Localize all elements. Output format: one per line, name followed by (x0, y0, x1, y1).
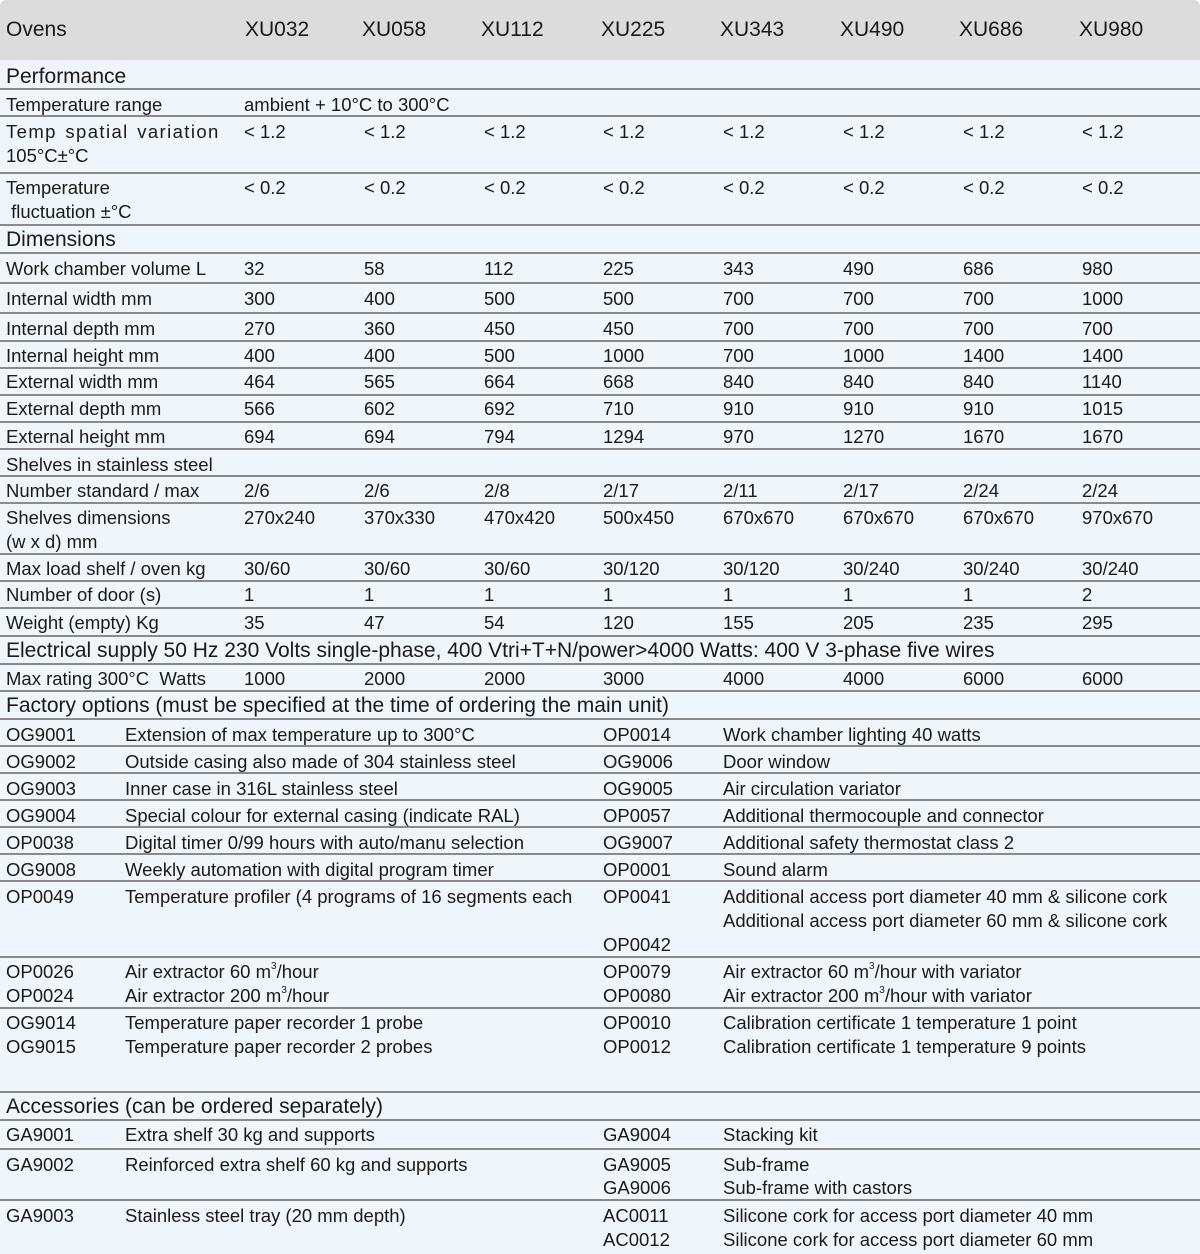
row-value: 1 (603, 584, 614, 605)
row-value: 2/24 (963, 480, 1000, 501)
row-value: 3000 (603, 668, 645, 689)
row-value: 566 (244, 398, 275, 419)
row-value: 694 (364, 426, 395, 447)
row-value: 1400 (963, 345, 1005, 366)
row-value: 1 (963, 584, 974, 605)
row-value: 155 (723, 612, 754, 633)
option-row (0, 747, 1200, 774)
row-value: 112 (484, 258, 514, 279)
row-value: 700 (843, 318, 874, 339)
option-description: Air circulation variator (723, 778, 901, 799)
row-value: 970x670 (1082, 507, 1153, 528)
row-value: 295 (1082, 612, 1113, 633)
row-label: External depth mm (6, 398, 162, 419)
option-description: Additional safety thermostat class 2 (723, 832, 1015, 853)
table-row (0, 665, 1200, 692)
row-value: 4000 (843, 668, 885, 689)
option-row (0, 958, 1200, 1009)
row-value: 794 (484, 426, 515, 447)
option-code: OP0049 (6, 886, 74, 907)
row-value: 1 (723, 584, 734, 605)
option-description: Sound alarm (723, 859, 828, 880)
section-row (0, 1093, 1200, 1121)
row-value: 840 (963, 371, 994, 392)
row-value: 910 (723, 398, 754, 419)
row-value: 2 (1082, 584, 1093, 605)
row-label: Work chamber volume L (6, 258, 207, 279)
option-description: Weekly automation with digital program timer (125, 859, 494, 880)
row-value: 1000 (1082, 288, 1124, 309)
row-value: 700 (963, 318, 994, 339)
option-description: Door window (723, 751, 830, 772)
option-code: OP0038 (6, 832, 74, 853)
option-code: OP0026 (6, 961, 74, 982)
option-row (0, 720, 1200, 747)
section-title-electrical: Electrical supply 50 Hz 230 Volts single-phase, 400 Vtri+T+N/power>4000 Watts: 400 V 3-phase five wires (6, 639, 995, 662)
section-row (0, 60, 1200, 90)
option-row (0, 801, 1200, 828)
model-header: XU032 (245, 18, 310, 41)
option-description: Digital timer 0/99 hours with auto/manu selection (125, 832, 524, 853)
row-value: < 1.2 (364, 121, 406, 142)
row-value: 235 (963, 612, 994, 633)
accessory-code: GA9001 (6, 1124, 74, 1145)
option-description: Outside casing also made of 304 stainless steel (125, 751, 516, 772)
accessory-row (0, 1121, 1200, 1150)
row-value: 1 (843, 584, 854, 605)
row-value: 670x670 (843, 507, 914, 528)
table-row (0, 609, 1200, 637)
accessory-description: Stainless steel tray (20 mm depth) (125, 1205, 406, 1226)
row-value: 270 (244, 318, 275, 339)
row-value: 1015 (1082, 398, 1124, 419)
row-value: 30/120 (603, 558, 660, 579)
option-description: Special colour for external casing (indicate RAL) (125, 805, 520, 826)
row-value: 1000 (244, 668, 286, 689)
row-value: < 1.2 (843, 121, 885, 142)
row-value: 2/17 (843, 480, 880, 501)
row-value: 30/240 (1082, 558, 1139, 579)
row-value: 1670 (963, 426, 1005, 447)
section-title-factory-options: Factory options (must be specified at the time of ordering the main unit) (6, 694, 669, 717)
table-row (0, 254, 1200, 284)
row-value: 360 (364, 318, 395, 339)
accessory-row (0, 1150, 1200, 1201)
row-value: 910 (963, 398, 994, 419)
section-title-performance: Performance (6, 65, 127, 88)
row-value: 225 (603, 258, 634, 279)
option-description: Calibration certificate 1 temperature 9 points (723, 1036, 1086, 1057)
row-value: 1294 (603, 426, 645, 447)
option-description: Temperature profiler (4 programs of 16 segments each (125, 886, 573, 907)
row-label: Max rating 300°C Watts (6, 668, 207, 689)
row-value: 270x240 (244, 507, 315, 528)
row-value: 1670 (1082, 426, 1124, 447)
row-value: 2/8 (484, 480, 510, 501)
row-value: 370x330 (364, 507, 435, 528)
accessory-code: GA9003 (6, 1205, 74, 1226)
accessory-code: GA9002 (6, 1154, 74, 1175)
row-value: 30/60 (364, 558, 411, 579)
option-description: Air extractor 60 $m^3$/hour with variator (723, 960, 1022, 982)
option-code: OG9005 (603, 778, 673, 799)
row-value: 32 (244, 258, 265, 279)
table-row (0, 314, 1200, 342)
option-row (0, 774, 1200, 801)
row-value: 2/6 (244, 480, 270, 501)
row-value: 840 (843, 371, 874, 392)
option-code: OG9002 (6, 751, 76, 772)
row-label-line: Shelves dimensions (6, 507, 171, 528)
table-row (0, 90, 1200, 117)
row-value: 500x450 (603, 507, 674, 528)
option-description: Additional access port diameter 60 mm & silicone cork (723, 910, 1168, 931)
row-value: 700 (843, 288, 874, 309)
model-header: XU980 (1079, 18, 1144, 41)
row-value: 1140 (1082, 371, 1122, 392)
option-code: OG9004 (6, 805, 76, 826)
row-value: 1270 (843, 426, 885, 447)
option-description: Additional thermocouple and connector (723, 805, 1044, 826)
row-value: 400 (244, 345, 275, 366)
accessory-code: AC0012 (603, 1229, 670, 1250)
option-code: OP0080 (603, 985, 671, 1006)
row-value: 840 (723, 371, 754, 392)
row-value: 664 (484, 371, 515, 392)
option-code: OP0042 (603, 934, 671, 955)
row-value: 2/6 (364, 480, 390, 501)
row-label: External width mm (6, 371, 159, 392)
row-value: ambient + 10°C to 300°C (244, 94, 450, 115)
table-row (0, 369, 1200, 396)
row-value: 700 (963, 288, 994, 309)
accessory-description: Sub-frame (723, 1154, 810, 1175)
row-value: 2000 (484, 668, 526, 689)
option-description: Air extractor 60 $m^3$/hour (125, 960, 319, 982)
row-value: 6000 (1082, 668, 1124, 689)
row-value: 2000 (364, 668, 406, 689)
row-value: 1400 (1082, 345, 1124, 366)
row-value: 668 (603, 371, 634, 392)
row-value: 565 (364, 371, 395, 392)
option-code: OG9001 (6, 724, 76, 745)
table-row (0, 504, 1200, 555)
row-label: Number standard / max (6, 480, 200, 501)
row-label: Internal height mm (6, 345, 160, 366)
option-code: OP0014 (603, 724, 671, 745)
row-value: 490 (843, 258, 874, 279)
option-row (0, 855, 1200, 882)
row-label: Weight (empty) Kg (6, 612, 159, 633)
row-label-line: fluctuation ±°C (6, 201, 132, 222)
option-code: OP0057 (603, 805, 671, 826)
row-value: < 1.2 (1082, 121, 1124, 142)
accessory-row (0, 1201, 1200, 1254)
table-row (0, 117, 1200, 174)
accessory-description: Reinforced extra shelf 60 kg and supports (125, 1154, 468, 1175)
model-header: XU225 (601, 18, 666, 41)
table-row (0, 284, 1200, 314)
row-value: 30/240 (843, 558, 900, 579)
row-value: 1 (484, 584, 495, 605)
row-value: 2/17 (603, 480, 640, 501)
row-label-line: (w x d) mm (6, 531, 98, 552)
row-value: < 1.2 (603, 121, 645, 142)
accessory-description: Silicone cork for access port diameter 60 mm (723, 1229, 1094, 1250)
row-value: 4000 (723, 668, 765, 689)
row-value: 692 (484, 398, 515, 419)
model-header: XU686 (959, 18, 1024, 41)
table-row (0, 342, 1200, 369)
row-label-line: 105°C±°C (6, 145, 89, 166)
row-value: 464 (244, 371, 275, 392)
row-value: 1000 (603, 345, 645, 366)
option-code: OG9015 (6, 1036, 76, 1057)
model-header: XU490 (840, 18, 905, 41)
section-title-accessories: Accessories (can be ordered separately) (6, 1095, 384, 1118)
row-value: 450 (603, 318, 634, 339)
row-label: Temperature range (6, 94, 163, 115)
row-value: 700 (1082, 318, 1113, 339)
row-label: Internal depth mm (6, 318, 156, 339)
row-value: 710 (603, 398, 634, 419)
row-value: 450 (484, 318, 515, 339)
row-value: < 0.2 (484, 177, 526, 198)
option-description: Inner case in 316L stainless steel (125, 778, 398, 799)
row-value: 500 (603, 288, 634, 309)
accessory-description: Silicone cork for access port diameter 40 mm (723, 1205, 1094, 1226)
option-code: OG9008 (6, 859, 76, 880)
row-value: < 0.2 (244, 177, 286, 198)
header-ovens-label: Ovens (6, 18, 67, 41)
option-code: OP0010 (603, 1012, 671, 1033)
section-row (0, 226, 1200, 254)
option-code: OG9007 (603, 832, 673, 853)
option-code: OP0001 (603, 859, 671, 880)
model-header: XU112 (481, 18, 544, 41)
option-description: Temperature paper recorder 1 probe (125, 1012, 424, 1033)
section-title-dimensions: Dimensions (6, 228, 116, 251)
row-value: < 1.2 (963, 121, 1005, 142)
row-value: < 0.2 (843, 177, 885, 198)
option-code: OP0024 (6, 985, 74, 1006)
row-value: 2/11 (723, 480, 758, 501)
row-value: 970 (723, 426, 754, 447)
row-value: 120 (603, 612, 634, 633)
option-row (0, 828, 1200, 855)
row-value: 700 (723, 345, 754, 366)
table-header (0, 0, 1200, 60)
option-row (0, 882, 1200, 958)
accessory-description: Stacking kit (723, 1124, 818, 1145)
accessory-description: Extra shelf 30 kg and supports (125, 1124, 375, 1145)
row-label-line: Temperature (6, 177, 110, 198)
table-row (0, 582, 1200, 609)
model-header: XU343 (720, 18, 785, 41)
accessory-code: GA9005 (603, 1154, 671, 1175)
row-value: 694 (244, 426, 275, 447)
row-value: < 0.2 (963, 177, 1005, 198)
row-value: 910 (843, 398, 874, 419)
option-description: Air extractor 200 $m^3$/hour (125, 984, 330, 1006)
option-code: OP0012 (603, 1036, 671, 1057)
row-value: < 0.2 (603, 177, 645, 198)
row-value: 1000 (843, 345, 885, 366)
section-row (0, 637, 1200, 665)
option-row (0, 1009, 1200, 1093)
row-label: Internal width mm (6, 288, 152, 309)
row-value: 2/24 (1082, 480, 1119, 501)
row-label (6, 506, 171, 554)
option-code: OG9014 (6, 1012, 76, 1033)
row-value: 30/240 (963, 558, 1020, 579)
row-value: 30/60 (244, 558, 291, 579)
row-value: < 1.2 (244, 121, 286, 142)
row-label: Number of door (s) (6, 584, 162, 605)
section-title-shelves: Shelves in stainless steel (6, 454, 213, 475)
row-value: 686 (963, 258, 994, 279)
row-value: 54 (484, 612, 505, 633)
table-row (0, 423, 1200, 450)
row-label: External height mm (6, 426, 166, 447)
row-value: < 1.2 (484, 121, 526, 142)
accessory-code: GA9004 (603, 1124, 671, 1145)
table-row (0, 477, 1200, 504)
row-value: < 0.2 (1082, 177, 1124, 198)
accessory-code: GA9006 (603, 1177, 671, 1198)
section-row (0, 692, 1200, 720)
option-code: OG9003 (6, 778, 76, 799)
row-value: 670x670 (963, 507, 1034, 528)
row-value: 670x670 (723, 507, 794, 528)
row-value: 500 (484, 345, 515, 366)
option-code: OP0041 (603, 886, 671, 907)
row-label (6, 176, 132, 224)
table-row (0, 555, 1200, 582)
row-value: 980 (1082, 258, 1113, 279)
row-label: Max load shelf / oven kg (6, 558, 206, 579)
row-value: 30/60 (484, 558, 531, 579)
option-code: OG9006 (603, 751, 673, 772)
option-description: Work chamber lighting 40 watts (723, 724, 981, 745)
row-value: 35 (244, 612, 265, 633)
row-value: 300 (244, 288, 275, 309)
row-value: 30/120 (723, 558, 780, 579)
row-value: 700 (723, 288, 754, 309)
section-row (0, 450, 1200, 477)
table-row (0, 174, 1200, 226)
row-value: 58 (364, 258, 385, 279)
model-header: XU058 (362, 18, 427, 41)
row-value: 400 (364, 345, 395, 366)
row-value: 500 (484, 288, 515, 309)
option-description: Temperature paper recorder 2 probes (125, 1036, 433, 1057)
row-value: 1 (364, 584, 375, 605)
option-description: Extension of max temperature up to 300°C (125, 724, 475, 745)
row-value: < 0.2 (723, 177, 765, 198)
row-value: < 0.2 (364, 177, 406, 198)
table-row (0, 396, 1200, 423)
row-value: 470x420 (484, 507, 555, 528)
option-code: OP0079 (603, 961, 671, 982)
accessory-code: AC0011 (603, 1205, 669, 1226)
option-description: Air extractor 200 $m^3$/hour with variator (723, 984, 1032, 1006)
option-description: Additional access port diameter 40 mm & silicone cork (723, 886, 1168, 907)
row-value: 400 (364, 288, 395, 309)
row-value: 6000 (963, 668, 1005, 689)
row-label (6, 120, 220, 168)
row-value: 205 (843, 612, 874, 633)
row-value: 602 (364, 398, 395, 419)
row-value: 1 (244, 584, 255, 605)
row-label-line: Temp spatial variation (6, 121, 220, 142)
accessory-description: Sub-frame with castors (723, 1177, 913, 1198)
row-value: 47 (364, 612, 385, 633)
row-value: 343 (723, 258, 754, 279)
row-value: 700 (723, 318, 754, 339)
row-value: < 1.2 (723, 121, 765, 142)
option-description: Calibration certificate 1 temperature 1 point (723, 1012, 1077, 1033)
